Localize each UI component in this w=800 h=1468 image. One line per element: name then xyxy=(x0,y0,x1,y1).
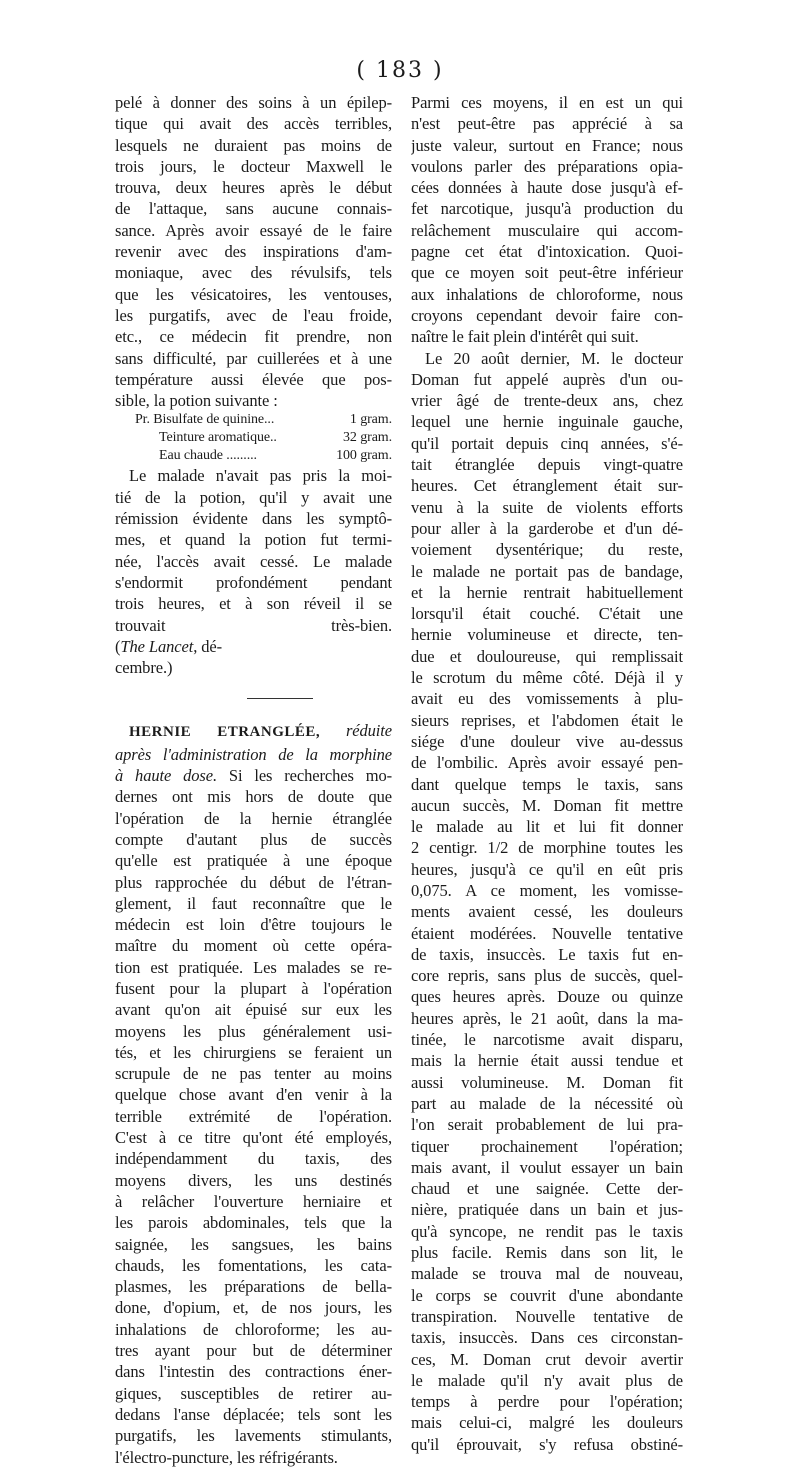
left-column xyxy=(115,92,392,1468)
heading-subtitle-line xyxy=(115,765,392,786)
text-line: taxis, insuccès. Dans ces circonstan- xyxy=(411,1328,683,1348)
left-paragraph-hernia xyxy=(115,786,392,1468)
text-line: revenir avec des inspirations d'am- xyxy=(115,242,392,262)
text-line: qu'à syncope, ne rendit pas le taxis xyxy=(411,1221,683,1241)
text-line: lorsqu'il était couché. C'était une xyxy=(411,604,683,624)
text-line: C'est à ce titre qu'ont été employés, xyxy=(115,1128,392,1148)
text-line: core repris, sans plus de succès, quel- xyxy=(411,966,683,986)
text-line: heures. Cet étranglement était sur- xyxy=(411,476,683,496)
text-line: siége d'une douleur vive au-dessus xyxy=(411,731,683,751)
text-line: pour aller à la garderobe et d'un dé- xyxy=(411,518,683,538)
heading-subtitle-line xyxy=(115,744,392,765)
text-line: moniaque, avec des révulsifs, tels xyxy=(115,263,392,283)
text-line: tié de la potion, qu'il y avait une xyxy=(115,487,392,507)
text-line: fusent pour la plupart à l'opération xyxy=(115,978,392,998)
text-line: qu'elle est pratiquée à une époque xyxy=(115,851,392,871)
text-line: sance. Après avoir essayé de le faire xyxy=(115,220,392,240)
text-line: transpiration. Nouvelle tentative de xyxy=(411,1306,683,1326)
text-line: moyens divers, les uns destinés xyxy=(115,1170,392,1190)
text-line: s'endormit profondément pendant xyxy=(115,572,392,592)
text-line: que ce moyen soit peut-être inférieur xyxy=(411,263,683,283)
text-line: rémission évidente dans les symptô- xyxy=(115,509,392,529)
text-line: qu'il éprouvait, s'y refusa obstiné- xyxy=(411,1434,683,1454)
text-line: trois jours, le docteur Maxwell le xyxy=(115,156,392,176)
text-line: le malade qu'il n'y avait plus de xyxy=(411,1370,683,1390)
prescription xyxy=(115,411,392,465)
citation-paren: ( xyxy=(115,636,121,656)
text-line: moyens les plus généralement usi- xyxy=(115,1021,392,1041)
text-line: de taxis, insuccès. Le taxis fut en- xyxy=(411,944,683,964)
text-line: saignée, les sangsues, les bains xyxy=(115,1234,392,1254)
text-line: de l'attaque, sans aucune connais- xyxy=(115,199,392,219)
text-line: venu à la suite de violents efforts xyxy=(411,497,683,517)
text-line: tinée, le narcotisme avait disparu, xyxy=(411,1030,683,1050)
text-line: née, l'accès avait cessé. Le malade xyxy=(115,551,392,571)
text-line: les purgatifs, avec de l'eau froide, xyxy=(115,305,392,325)
text-line: trois heures, et à son réveil il se xyxy=(115,594,392,614)
section-heading xyxy=(115,720,392,743)
heading-title: HERNIE ETRANGLÉE, xyxy=(129,724,321,741)
text-line: ces, M. Doman crut devoir avertir xyxy=(411,1349,683,1369)
text-line: heures après, le 21 août, dans la ma- xyxy=(411,1008,683,1028)
prescription-ingredient: Eau chaude ......... xyxy=(159,448,257,464)
text-line: voiement dysentérique; du reste, xyxy=(411,540,683,560)
text-line: tique qui avait des accès terribles, xyxy=(115,114,392,134)
text-line: aussi volumineuse. M. Doman fit xyxy=(411,1072,683,1092)
left-paragraph-epilepsy xyxy=(115,92,392,411)
text-line: scrupule de ne pas tenter au moins xyxy=(115,1064,392,1084)
text-line: tres ayant pour but de déterminer xyxy=(115,1341,392,1361)
text-line: lequel une hernie inguinale gauche, xyxy=(411,412,683,432)
text-line: etc., ce médecin fit prendre, non xyxy=(115,327,392,347)
text-line: mais la hernie était aussi tendue et xyxy=(411,1051,683,1071)
text-line: et la hernie rentrait habituellement xyxy=(411,582,683,602)
text-line: chaud et une saignée. Cette der- xyxy=(411,1179,683,1199)
prescription-amount: 32 gram. xyxy=(343,430,392,446)
text-line: le malade au lit et lui fit donner xyxy=(411,817,683,837)
page-number: ( 183 ) xyxy=(356,58,444,83)
text-line: trouva, deux heures après le début xyxy=(115,178,392,198)
citation-source: The Lancet xyxy=(120,636,194,656)
text-line: quelque chose avant d'en venir à la xyxy=(115,1085,392,1105)
text-line: inhalations de chloroforme; les au- xyxy=(115,1319,392,1339)
text-line: malade se trouva mal de nouveau, xyxy=(411,1264,683,1284)
text-line: lesquels ne duraient pas moins de xyxy=(115,135,392,155)
text-line: trouvait très-bien. xyxy=(115,615,392,635)
heading-subtitle: réduite xyxy=(320,721,392,741)
text-line: sible, la potion suivante : xyxy=(115,391,278,411)
prescription-amount: 100 gram. xyxy=(336,448,392,464)
right-column xyxy=(411,92,683,1455)
text-line: voulons parler des préparations opia- xyxy=(411,156,683,176)
left-paragraph-result xyxy=(115,465,392,635)
text-line: mais avant, il voulut essayer un bain xyxy=(411,1157,683,1177)
paragraph-text: Si les recherches mo- xyxy=(216,766,392,786)
prescription-ingredient: Teinture aromatique.. xyxy=(159,430,277,446)
text-line: les parois abdominales, tels que la xyxy=(115,1213,392,1233)
text-line: done, d'opium, et, de nos jours, les xyxy=(115,1298,392,1318)
text-line: purgatifs, les lavements stimulants, xyxy=(115,1426,392,1446)
text-line: à relâcher l'ouverture herniaire et xyxy=(115,1191,392,1211)
text-line: fet narcotique, jusqu'à production du xyxy=(411,199,683,219)
text-line: dans l'intestin des contractions éner- xyxy=(115,1362,392,1382)
citation-date: , dé- xyxy=(193,636,223,656)
text-line: tait étranglée depuis vingt-quatre xyxy=(411,455,683,475)
text-line: le malade ne portait pas de bandage, xyxy=(411,561,683,581)
text-line: l'opération de la hernie étranglée xyxy=(115,808,392,828)
text-line: ments avaient cessé, les douleurs xyxy=(411,902,683,922)
text-line: sieurs reprises, et l'abdomen était le xyxy=(411,710,683,730)
text-line: vrier âgé de trente-deux ans, chez xyxy=(411,391,683,411)
heading-subtitle-text: après l'administration de la morphine xyxy=(115,744,392,764)
text-line: glement, il faut reconnaître que le xyxy=(115,893,392,913)
text-line: qu'il portait depuis cinq années, s'é- xyxy=(411,433,683,453)
text-line: nière, pratiquée dans un bain et jus- xyxy=(411,1200,683,1220)
text-line: n'est peut-être pas apprécié à sa xyxy=(411,114,683,134)
text-line: avait eu des vomissements à plu- xyxy=(411,689,683,709)
text-line: Le malade n'avait pas pris la moi- xyxy=(129,466,392,486)
text-line: avant qu'on ait épuisé sur eux les xyxy=(115,1000,392,1020)
text-line: maître du moment où cette opéra- xyxy=(115,936,392,956)
prescription-line xyxy=(115,411,392,429)
text-line: plus facile. Remis dans son lit, le xyxy=(411,1243,683,1263)
heading-subtitle-text: à haute dose. xyxy=(115,766,217,786)
text-line: plasmes, les préparations de bella- xyxy=(115,1277,392,1297)
text-line: étaient modérées. Nouvelle tentative xyxy=(411,923,683,943)
right-paragraph-opiates xyxy=(411,92,683,348)
text-line: chauds, les fomentations, les cata- xyxy=(115,1255,392,1275)
text-line: l'électro-puncture, les réfrigérants. xyxy=(115,1447,338,1467)
text-line: naître le fait plein d'intérêt qui suit. xyxy=(411,327,639,347)
text-line: compte d'autant plus de succès xyxy=(115,829,392,849)
text-line: dernes ont mis hors de doute que xyxy=(115,787,392,807)
text-line: tiquer prochainement l'opération; xyxy=(411,1136,683,1156)
text-line: dedans l'anse déplacée; tels sont les xyxy=(115,1404,392,1424)
text-line: Le 20 août dernier, M. le docteur xyxy=(425,348,683,368)
text-line: giques, susceptibles de retirer au- xyxy=(115,1383,392,1403)
text-line: aucun succès, M. Doman fit mettre xyxy=(411,795,683,815)
text-line: mes, et quand la potion fut termi- xyxy=(115,530,392,550)
text-line: heures, jusqu'à ce qu'il en eût pris xyxy=(411,859,683,879)
text-line: part au malade de la nécessité où xyxy=(411,1093,683,1113)
text-line: l'on serait probablement de lui pra- xyxy=(411,1115,683,1135)
text-line: Doman fut appelé auprès d'un ou- xyxy=(411,369,683,389)
text-line: ques heures après. Douze ou quinze xyxy=(411,987,683,1007)
text-line: pelé à donner des soins à un épilep- xyxy=(115,93,392,112)
text-line: pagne cet état d'intoxication. Quoi- xyxy=(411,242,683,262)
section-divider xyxy=(247,698,313,699)
text-line: plus rapprochée du début de l'étran- xyxy=(115,872,392,892)
text-line: cées données à haute dose jusqu'à ef- xyxy=(411,178,683,198)
text-line: le corps se couvrit d'une abondante xyxy=(411,1285,683,1305)
text-line: Parmi ces moyens, il en est un qui xyxy=(411,93,683,112)
text-line: temps à perdre pour l'opération; xyxy=(411,1392,683,1412)
text-line: que les vésicatoires, les ventouses, xyxy=(115,284,392,304)
text-line: croyons cependant devoir faire con- xyxy=(411,305,683,325)
text-line: juste valeur, surtout en France; nous xyxy=(411,135,683,155)
text-line: terrible extrémité de l'opération. xyxy=(115,1106,392,1126)
prescription-ingredient: Pr. Bisulfate de quinine... xyxy=(135,412,275,428)
prescription-line xyxy=(115,429,392,447)
text-line: hernie volumineuse et directe, ten- xyxy=(411,625,683,645)
text-line: sans difficulté, par cuillerées et à une xyxy=(115,348,392,368)
text-line: tion est pratiquée. Les malades se re- xyxy=(115,957,392,977)
prescription-amount: 1 gram. xyxy=(349,412,392,428)
text-line: aux inhalations de chloroforme, nous xyxy=(411,284,683,304)
citation-line-end: cembre.) xyxy=(115,658,173,678)
text-line: température aussi élevée que pos- xyxy=(115,369,392,389)
text-line: indépendamment du taxis, des xyxy=(115,1149,392,1169)
text-line: tés, et les chirurgiens se feraient un xyxy=(115,1042,392,1062)
text-line: relâchement musculaire qui accom- xyxy=(411,220,683,240)
text-line: dant quelque temps le taxis, sans xyxy=(411,774,683,794)
text-line: 2 centigr. 1/2 de morphine toutes les xyxy=(411,838,683,858)
citation-line xyxy=(115,636,392,657)
text-line: médecin est loin d'être toujours le xyxy=(115,915,392,935)
text-line: mais celui-ci, malgré les douleurs xyxy=(411,1413,683,1433)
prescription-line xyxy=(115,447,392,465)
text-line: le scrotum du même côté. Déjà il y xyxy=(411,668,683,688)
text-line: de l'ombilic. Après avoir essayé pen- xyxy=(411,753,683,773)
text-line: 0,075. A ce moment, les vomisse- xyxy=(411,880,683,900)
right-paragraph-case xyxy=(411,348,683,1455)
text-line: due et douloureuse, qui remplissait xyxy=(411,646,683,666)
